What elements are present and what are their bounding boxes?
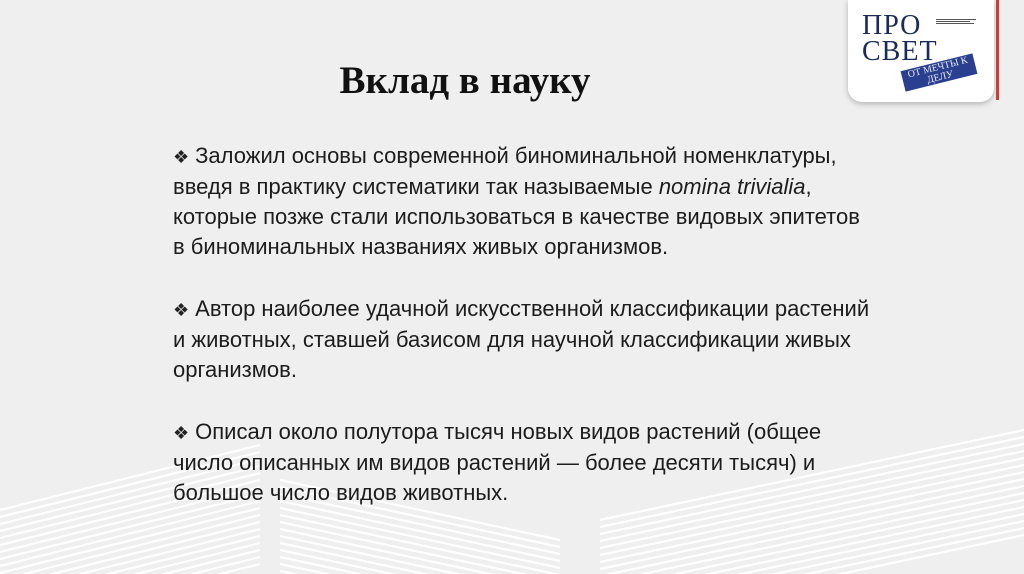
bullet-text: Автор наиболее удачной искусственной классификации растений и животных, ставшей базисом для научной классификации живых организмов. [173, 296, 870, 382]
bullet-item-2 [173, 294, 873, 385]
diamond-bullet-icon: ❖ [173, 300, 190, 320]
logo-accent-line [996, 0, 999, 100]
pattern-line [280, 536, 560, 574]
pattern-line [280, 550, 560, 574]
bullet-item-1 [173, 141, 873, 262]
bullet-text: Заложил основы современной биноминальной номенклатуры, введя в практику систематики так называемые [173, 143, 837, 199]
diamond-bullet-icon: ❖ [173, 423, 190, 443]
bullet-italic-term: nomina trivialia [658, 174, 806, 199]
bullet-item-3 [173, 417, 873, 508]
logo-stamp: ОТ МЕЧТЫ К ДЕЛУ [901, 53, 978, 91]
diamond-bullet-icon: ❖ [173, 147, 190, 167]
bullet-text-continued: , которые позже стали использоваться в качестве видовых эпитетов в биноминальных названиях живых организмов. [173, 174, 860, 259]
slide-title: Вклад в науку [339, 59, 591, 102]
logo-text-line2: СВЕТ [862, 36, 938, 67]
bullet-text: Описал около полутора тысяч новых видов растений (общее число описанных им видов растений — более десяти тысяч) и большое число видов животных. [173, 419, 822, 505]
logo-text-line1: ПРО [862, 10, 922, 41]
prosvet-logo [848, 0, 994, 102]
logo-tagline-decoration [936, 18, 982, 25]
bullet-list [173, 141, 873, 540]
